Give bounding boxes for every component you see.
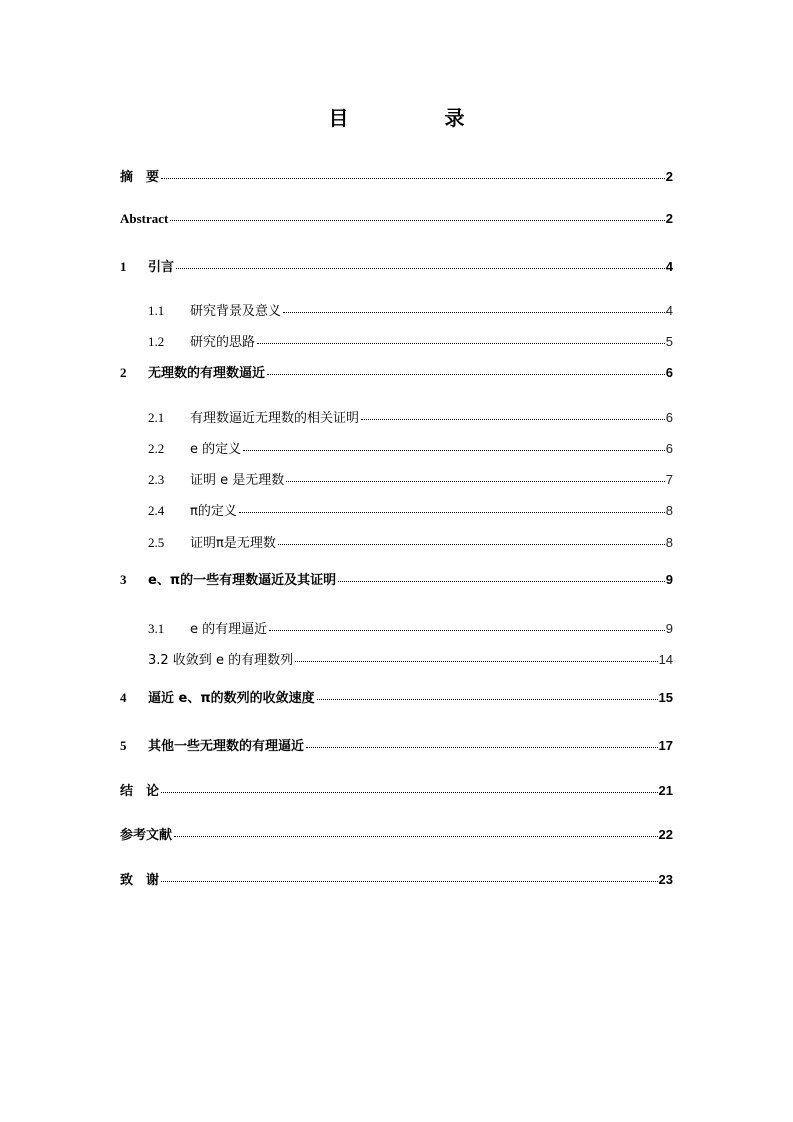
toc-entry-number: 1: [120, 259, 127, 274]
toc-entry-page: 23: [658, 872, 673, 887]
toc-entry-number: 3: [120, 572, 127, 587]
dot-leader: [239, 512, 665, 513]
toc-entry-text: 引言: [148, 260, 175, 275]
toc-entry-2-5[interactable]: [148, 532, 673, 551]
toc-entry-number: 2: [120, 365, 127, 380]
toc-entry-page: 6: [665, 365, 673, 380]
toc-entry-2-4[interactable]: [148, 500, 673, 519]
toc-entry-page: 4: [665, 259, 673, 274]
toc-entry-text: 结 论: [120, 784, 160, 799]
dot-leader: [338, 581, 665, 582]
toc-entry-page: 5: [665, 334, 673, 349]
toc-entry-text: 研究背景及意义: [190, 304, 282, 319]
toc-entry-2-2[interactable]: [148, 438, 673, 457]
toc-entry-number: 2.1: [148, 410, 165, 425]
dot-leader: [170, 220, 664, 221]
toc-entry-text: e 的定义: [190, 442, 242, 457]
toc-entry-text: 参考文献: [120, 828, 173, 843]
toc-entry-abstract-en[interactable]: [120, 211, 673, 227]
toc-entry-3[interactable]: [120, 569, 673, 588]
toc-entry-page: 9: [665, 572, 673, 587]
toc-entry-4[interactable]: [120, 687, 673, 706]
toc-entry-page: 7: [665, 472, 673, 487]
toc-entry-page: 6: [665, 441, 673, 456]
toc-entry-3-1[interactable]: [148, 618, 673, 637]
dot-leader: [174, 836, 658, 837]
toc-entry-text: 其他一些无理数的有理逼近: [148, 739, 305, 754]
toc-entry-text: 有理数逼近无理数的相关证明: [190, 411, 360, 426]
toc-entry-text: 无理数的有理数逼近: [148, 366, 266, 381]
toc-entry-2[interactable]: [120, 362, 673, 381]
dot-leader: [176, 268, 665, 269]
toc-entry-page: 21: [658, 783, 673, 798]
toc-entry-number: 2.2: [148, 441, 165, 456]
toc-entry-page: 2: [665, 169, 673, 184]
dot-leader: [161, 792, 658, 793]
toc-entry-page: 8: [665, 503, 673, 518]
toc-entry-references[interactable]: [120, 824, 673, 843]
toc-entry-text: 证明 e 是无理数: [190, 473, 285, 488]
dot-leader: [257, 343, 665, 344]
toc-entry-page: 9: [665, 621, 673, 636]
dot-leader: [278, 544, 665, 545]
toc-entry-number: 2.4: [148, 503, 165, 518]
toc-entry-text: 逼近 e、π的数列的收敛速度: [148, 691, 315, 706]
toc-entry-number: 2.3: [148, 472, 165, 487]
toc-entry-text: 摘 要: [120, 170, 160, 185]
toc-entry-number: 5: [120, 738, 127, 753]
toc-entry-text: 3.2 收敛到 e 的有理数列: [148, 653, 294, 668]
toc-entry-number: 4: [120, 690, 127, 705]
toc-entry-page: 6: [665, 410, 673, 425]
dot-leader: [269, 630, 665, 631]
page-title: 目 录: [328, 106, 503, 130]
dot-leader: [267, 374, 665, 375]
dot-leader: [361, 419, 665, 420]
dot-leader: [161, 881, 658, 882]
toc-entry-1-2[interactable]: [148, 331, 673, 350]
toc-entry-conclusion[interactable]: [120, 780, 673, 799]
toc-entry-text: Abstract: [120, 211, 169, 226]
toc-entry-text: 证明π是无理数: [190, 536, 276, 551]
toc-entry-page: 8: [665, 535, 673, 550]
toc-entry-acknowledgements[interactable]: [120, 869, 673, 888]
dot-leader: [286, 481, 665, 482]
toc-entry-page: 22: [658, 827, 673, 842]
toc-entry-1[interactable]: [120, 256, 673, 275]
dot-leader: [295, 661, 657, 662]
toc-entry-number: 2.5: [148, 535, 165, 550]
toc-entry-page: 15: [658, 690, 673, 705]
toc-entry-number: 1.2: [148, 334, 165, 349]
toc-entry-text: 致 谢: [120, 873, 160, 888]
toc-entry-text: e、π的一些有理数逼近及其证明: [148, 573, 337, 588]
toc-entry-number: 3.1: [148, 621, 165, 636]
dot-leader: [243, 450, 665, 451]
toc-entry-number: 1.1: [148, 303, 165, 318]
dot-leader: [283, 312, 665, 313]
toc-entry-5[interactable]: [120, 735, 673, 754]
dot-leader: [306, 747, 658, 748]
toc-entry-text: e 的有理逼近: [190, 622, 268, 637]
toc-entry-1-1[interactable]: [148, 300, 673, 319]
toc-entry-page: 4: [665, 303, 673, 318]
toc-entry-page: 17: [658, 738, 673, 753]
dot-leader: [161, 178, 665, 179]
toc-entry-text: 研究的思路: [190, 335, 256, 350]
toc-entry-abstract-cn[interactable]: [120, 166, 673, 185]
toc-entry-3-2[interactable]: [148, 649, 673, 668]
toc-entry-page: 14: [658, 652, 673, 667]
dot-leader: [317, 699, 658, 700]
toc-entry-2-1[interactable]: [148, 407, 673, 426]
toc-entry-2-3[interactable]: [148, 469, 673, 488]
toc-entry-page: 2: [665, 211, 673, 226]
toc-entry-text: π的定义: [190, 504, 237, 519]
